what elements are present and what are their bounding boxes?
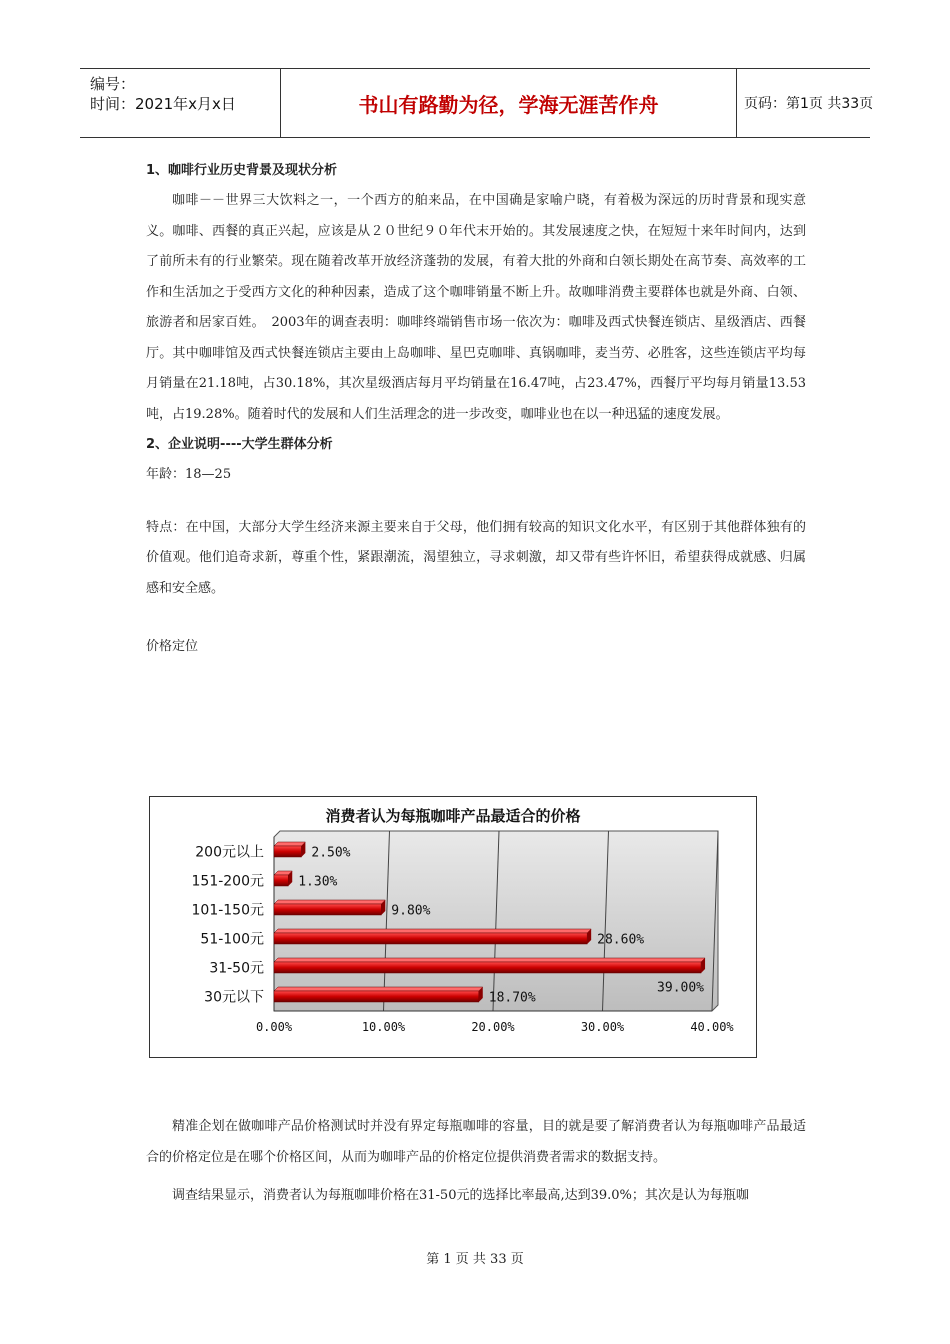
x-tick-label: 0.00%	[255, 1020, 293, 1034]
number-label: 编号：	[90, 75, 136, 93]
bar	[274, 962, 701, 973]
header-meta	[80, 69, 280, 137]
category-label: 200元以上	[195, 844, 264, 861]
price-bar-chart	[150, 797, 756, 1057]
bar	[274, 904, 381, 915]
bar-top	[274, 842, 305, 846]
data-label: 39.00%	[657, 980, 705, 996]
category-label: 51-100元	[200, 931, 264, 948]
x-tick-label: 30.00%	[580, 1020, 625, 1034]
bar	[274, 875, 288, 886]
bar	[274, 991, 479, 1002]
age-text: 年龄：18—25	[146, 467, 232, 482]
data-label: 2.50%	[311, 845, 351, 861]
section1-body: 咖啡－－世界三大饮料之一，一个西方的舶来品，在中国确是家喻户晓，有着极为深远的历时背景和现实意义。咖啡、西餐的真正兴起，应该是从２０世纪９０年代末开始的。其发展速度之快，在短短十来年时间内，达到了前所未有的行业繁荣。现在随着改革开放经济蓬勃的发展，有着大批的外商和白领长期处在高节奏、高效率的工作和生活加之于受西方文化的种种因素，造成了这个咖啡销量不断上升。故咖啡消费主要群体也就是外商、白领、旅游者和居家百姓。 2003年的调查表明：咖啡终端销售市场一依次为：咖啡及西式快餐连锁店、星级酒店、西餐厅。其中咖啡馆及西式快餐连锁店主要由上岛咖啡、星巴克咖啡、真锅咖啡，麦当劳、必胜客，这些连锁店平均每月销量在21.18吨，占30.18%，其次星级酒店每月平均销量在16.47吨，占23.47%，西餐厅平均每月销量13.53吨，占19.28%。随着时代的发展和人们生活理念的进一步改变，咖啡业也在以一种迅猛的速度发展。	[146, 193, 806, 422]
category-label: 151-200元	[191, 873, 264, 890]
bar	[274, 846, 301, 857]
analysis-paragraph-2: 调查结果显示，消费者认为每瓶咖啡价格在31-50元的选择比率最高,达到39.0%；其次是认为每瓶咖	[172, 1188, 749, 1203]
chart-title: 消费者认为每瓶咖啡产品最适合的价格	[325, 807, 581, 825]
traits-text: 特点：在中国，大部分大学生经济来源主要来自于父母，他们拥有较高的知识文化水平，有区别于其他群体独有的价值观。他们追奇求新，尊重个性，紧跟潮流，渴望独立，寻求刺激，却又带有些许怀旧，希望获得成就感、归属感和安全感。	[146, 519, 806, 596]
category-label: 101-150元	[191, 902, 264, 919]
x-tick-label: 40.00%	[690, 1020, 734, 1034]
analysis-paragraph-1: 精准企划在做咖啡产品价格测试时并没有界定每瓶咖啡的容量，目的就是要了解消费者认为每瓶咖啡产品最适合的价格定位是在哪个价格区间，从而为咖啡产品的价格定位提供消费者需求的数据支持。	[146, 1119, 806, 1165]
bar	[274, 933, 587, 944]
bar-top	[274, 987, 483, 991]
section1-title: 1、咖啡行业历史背景及现状分析	[146, 163, 338, 178]
data-label: 28.60%	[597, 932, 645, 948]
data-label: 9.80%	[391, 903, 431, 919]
bar-top	[274, 929, 591, 933]
category-label: 31-50元	[209, 960, 264, 977]
price-heading: 价格定位	[146, 639, 199, 654]
page-header	[80, 68, 874, 138]
section2-title: 2、企业说明----大学生群体分析	[146, 437, 333, 452]
date-label: 时间：2021年x月x日	[90, 95, 236, 113]
category-label: 30元以下	[204, 989, 264, 1006]
page-footer: 第 1 页 共 33 页	[426, 1252, 524, 1267]
x-tick-label: 20.00%	[471, 1020, 515, 1034]
document-body	[146, 158, 806, 663]
header-page-label: 页码：第1页 共33页	[744, 96, 874, 112]
header-motto: 书山有路勤为径，学海无涯苦作舟	[280, 69, 737, 137]
data-label: 18.70%	[488, 990, 536, 1006]
x-tick-label: 10.00%	[361, 1020, 406, 1034]
bar-top	[274, 958, 705, 962]
data-label: 1.30%	[298, 874, 338, 890]
bar-top	[274, 900, 385, 904]
price-chart	[149, 796, 757, 1058]
after-chart-text	[146, 1112, 806, 1212]
